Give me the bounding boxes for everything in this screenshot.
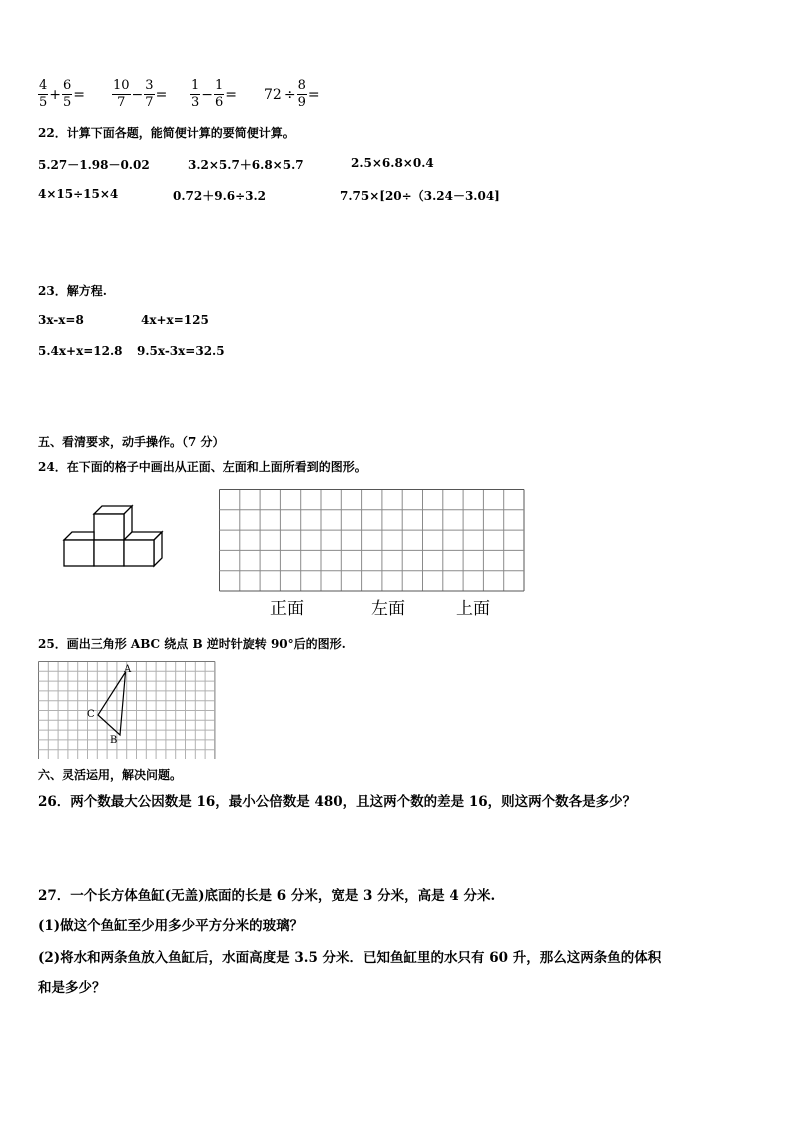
operator: − [131, 86, 144, 103]
question-24-title: 24．在下面的格子中画出从正面、左面和上面所看到的图形。 [38, 460, 367, 474]
caption-front-view: 正面 [270, 599, 304, 619]
numerator: 4 [39, 78, 48, 93]
q22-expression: 5.27－1.98－0.02 [38, 158, 150, 172]
operator: + [49, 86, 62, 103]
cube-stack-figure [60, 500, 170, 576]
equals-sign: = [225, 86, 238, 103]
question-25-title: 25．画出三角形 ABC 绕点 B 逆时针旋转 90°后的图形. [38, 637, 346, 651]
equals-sign: = [307, 86, 320, 103]
equals-sign: = [73, 86, 86, 103]
numerator: 6 [63, 78, 72, 93]
question-27-title: 27．一个长方体鱼缸(无盖)底面的长是 6 分米，宽是 3 分米，高是 4 分米. [38, 888, 496, 904]
denominator: 9 [297, 95, 306, 110]
vertex-label-b: B [110, 735, 118, 746]
operator: ÷ [283, 86, 296, 103]
denominator: 7 [117, 95, 126, 110]
whole-number: 72 [264, 86, 282, 103]
fraction-expression-1 [38, 78, 86, 111]
vertex-label-a: A [124, 664, 132, 675]
equation: 4x+x=125 [141, 313, 209, 327]
vertex-label-c: C [87, 709, 95, 720]
section-5-heading: 五、看清要求，动手操作。（7 分） [38, 435, 225, 449]
question-27-part-1: (1)做这个鱼缸至少用多少平方分米的玻璃？ [38, 918, 304, 934]
q22-expression: 3.2×5.7＋6.8×5.7 [188, 158, 304, 172]
denominator: 5 [39, 95, 48, 110]
question-27-part-2-continued: 和是多少？ [38, 980, 106, 996]
numerator: 1 [215, 78, 224, 93]
denominator: 7 [145, 95, 154, 110]
fraction-expression-3 [190, 78, 238, 111]
caption-left-view: 左面 [371, 599, 405, 619]
denominator: 5 [63, 95, 72, 110]
operator: − [201, 86, 214, 103]
numerator: 1 [191, 78, 200, 93]
equation: 5.4x+x=12.8 [38, 344, 123, 358]
question-22-title: 22．计算下面各题，能简便计算的要简便计算。 [38, 126, 295, 140]
triangle-abc [38, 661, 218, 759]
question-26-title: 26．两个数最大公因数是 16，最小公倍数是 480，且这两个数的差是 16，则这两个数各是多少？ [38, 794, 637, 810]
denominator: 3 [191, 95, 200, 110]
q22-expression: 2.5×6.8×0.4 [351, 156, 434, 170]
numerator: 10 [113, 78, 130, 93]
fraction-expression-2 [112, 78, 168, 111]
question-27-part-2: (2)将水和两条鱼放入鱼缸后，水面高度是 3.5 分米．已知鱼缸里的水只有 60 升，那么这两条鱼的体积 [38, 950, 662, 966]
numerator: 3 [145, 78, 154, 93]
equals-sign: = [155, 86, 168, 103]
question-23-title: 23．解方程. [38, 284, 107, 298]
q22-expression: 0.72＋9.6÷3.2 [173, 189, 267, 203]
q22-expression: 4×15÷15×4 [38, 187, 119, 201]
denominator: 6 [215, 95, 224, 110]
equation: 9.5x-3x=32.5 [137, 344, 225, 358]
caption-top-view: 上面 [456, 599, 490, 619]
drawing-grid-24 [219, 489, 527, 592]
q22-expression: 7.75×[20÷（3.24－3.04] [340, 189, 500, 203]
equation: 3x-x=8 [38, 313, 84, 327]
numerator: 8 [297, 78, 306, 93]
fraction-expression-4 [263, 78, 321, 111]
section-6-heading: 六、灵活运用，解决问题。 [38, 768, 183, 782]
